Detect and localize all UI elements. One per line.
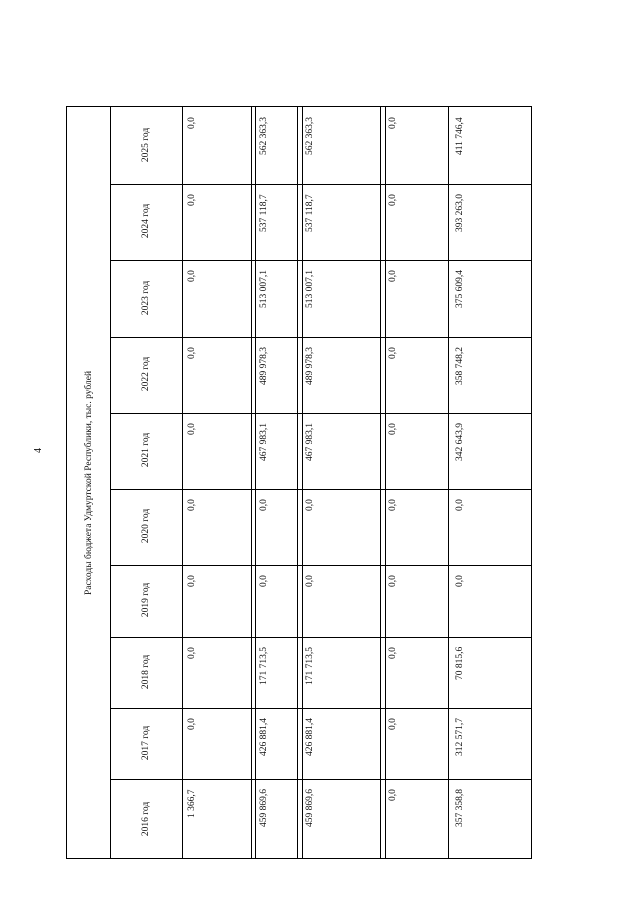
table-horizontal-rule <box>110 260 532 261</box>
table-horizontal-rule <box>110 565 532 566</box>
table-horizontal-rule <box>110 337 532 338</box>
table-cell: 357 358,8 <box>455 789 465 827</box>
table-cell: 0,0 <box>187 347 197 359</box>
table-cell: 70 815,6 <box>455 646 465 680</box>
table-cell: 342 643,9 <box>455 423 465 461</box>
table-cell: 0,0 <box>187 270 197 282</box>
table-cell: 0,0 <box>388 789 398 801</box>
table-cell: 467 983,1 <box>259 423 269 461</box>
table-horizontal-rule <box>110 779 532 780</box>
table-cell: 537 118,7 <box>259 194 269 232</box>
table-cell: 426 881,4 <box>259 718 269 756</box>
table-cell: 0,0 <box>259 575 269 587</box>
table-cell: 489 978,3 <box>305 347 315 385</box>
table-cell: 0,0 <box>305 499 315 511</box>
table-cell: 537 118,7 <box>305 194 315 232</box>
table-cell: 312 571,7 <box>455 718 465 756</box>
table-horizontal-rule <box>110 708 532 709</box>
year-header: 2019 год <box>141 582 151 618</box>
table-vertical-rule <box>110 107 111 858</box>
year-header: 2017 год <box>141 725 151 760</box>
table-vertical-rule <box>385 107 386 858</box>
page-number: 4 <box>33 448 44 453</box>
table-cell: 171 713,5 <box>305 647 315 685</box>
table-cell: 0,0 <box>187 575 197 587</box>
table-cell: 358 748,2 <box>455 347 465 385</box>
year-header: 2025 год <box>141 127 151 162</box>
table-cell: 513 007,1 <box>305 270 315 308</box>
year-header: 2020 год <box>141 508 151 544</box>
table-cell: 0,0 <box>187 718 197 730</box>
year-header: 2018 год <box>141 654 151 689</box>
table-cell: 0,0 <box>388 117 398 129</box>
table-vertical-rule <box>302 107 303 858</box>
table-vertical-rule <box>182 107 183 858</box>
table-horizontal-rule <box>110 489 532 490</box>
table-cell: 489 978,3 <box>259 347 269 385</box>
year-header: 2021 год <box>141 432 151 468</box>
table-horizontal-rule <box>110 413 532 414</box>
table-cell: 0,0 <box>388 423 398 435</box>
table-cell: 0,0 <box>187 194 197 206</box>
table-cell: 0,0 <box>388 499 398 511</box>
table-horizontal-rule <box>110 184 532 185</box>
table-cell: 375 609,4 <box>455 270 465 308</box>
table-vertical-rule <box>380 107 381 858</box>
budget-table <box>66 106 532 859</box>
table-cell: 171 713,5 <box>259 647 269 685</box>
table-cell: 0,0 <box>187 647 197 659</box>
table-cell: 411 746,4 <box>455 117 465 155</box>
table-cell: 459 869,6 <box>259 789 269 827</box>
year-header: 2016 год <box>141 801 151 836</box>
table-horizontal-rule <box>110 637 532 638</box>
table-cell: 0,0 <box>187 423 197 435</box>
table-cell: 459 869,6 <box>305 789 315 827</box>
table-cell: 0,0 <box>388 718 398 730</box>
table-vertical-rule <box>448 107 449 858</box>
table-cell: 1 366,7 <box>187 789 197 818</box>
table-cell: 513 007,1 <box>259 270 269 308</box>
table-vertical-rule <box>255 107 256 858</box>
table-cell: 562 363,3 <box>305 117 315 155</box>
table-cell: 0,0 <box>305 575 315 587</box>
table-cell: 393 263,0 <box>455 194 465 232</box>
table-cell: 0,0 <box>187 499 197 511</box>
table-vertical-rule <box>251 107 252 858</box>
table-cell: 562 363,3 <box>259 117 269 155</box>
table-cell: 0,0 <box>388 194 398 206</box>
table-title: Расходы бюджета Удмуртской Республики, тыс. рублей <box>83 370 94 595</box>
table-cell: 0,0 <box>388 575 398 587</box>
table-cell: 0,0 <box>187 117 197 129</box>
table-cell: 0,0 <box>388 270 398 282</box>
table-cell: 0,0 <box>388 347 398 359</box>
table-cell: 0,0 <box>388 647 398 659</box>
table-cell: 426 881,4 <box>305 718 315 756</box>
year-header: 2023 год <box>141 280 151 315</box>
year-header: 2024 год <box>141 203 151 239</box>
table-cell: 0,0 <box>259 499 269 511</box>
table-cell: 0,0 <box>455 575 465 587</box>
year-header: 2022 год <box>141 356 151 392</box>
table-vertical-rule <box>297 107 298 858</box>
table-cell: 467 983,1 <box>305 423 315 461</box>
table-cell: 0,0 <box>455 499 465 511</box>
